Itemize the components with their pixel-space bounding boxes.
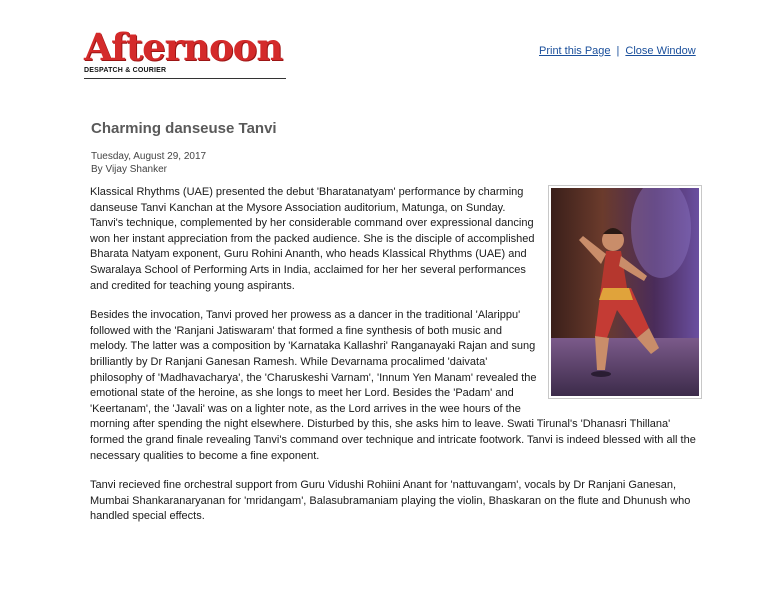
article-byline: By Vijay Shanker bbox=[91, 164, 167, 175]
article-meta bbox=[91, 150, 206, 176]
link-separator: | bbox=[616, 45, 620, 57]
logo-title: Afternoon bbox=[84, 25, 283, 69]
article-title: Charming danseuse Tanvi bbox=[91, 120, 277, 137]
article-paragraph-3: Tanvi recieved fine orchestral support from Guru Vidushi Rohiini Anant for 'nattuvangam', vocals by Dr Ranjani Ganesan, Mumbai Shankaranaryanan for 'mridangam', Balasubramaniam playing the violin, Bhaskaran on the flute and Dhunush who handled special effects. bbox=[90, 479, 691, 523]
article-paragraph-1: Klassical Rhythms (UAE) presented the debut 'Bharatanatyam' performance by charming danseuse Tanvi Kanchan at the Mysore Association auditorium, Matunga, on Sunday. Tanvi's technique, complemented by her considerable command over expressional dancing won her instant appreciation from the packed audience. She is the disciple of accomplished Bharata Natyam exponent, Guru Rohini Ananth, who heads Klassical Rhythms (UAE) and Swaralaya School of Performing Arts in India, acclaimed for her her several performances and credited for teaching young aspirants. bbox=[90, 186, 535, 292]
dancer-image bbox=[551, 188, 699, 396]
logo-subtitle: DESPATCH & COURIER bbox=[84, 67, 167, 74]
article-paragraph-2: Besides the invocation, Tanvi proved her prowess as a dancer in the traditional 'Alarippu' followed with the 'Ranjani Jatiswaram' that formed a fine synthesis of both music and melody. The latter was a composition by 'Karnataka Kallashri' Ranganayaki Rajan and sung brilliantly by Dr Ranjani Ganesan Ramesh. While Devarnama procalimed 'daivata' philosophy of 'Madhavacharya', the 'Charuskeshi Varnam', 'Innum Yen Manam' revealed the emotional state of the heroine, as she longs to meet her Lord. Besides the 'Padam' and 'Keertanam', the 'Javali' was on a lighter note, as the Lord arrives in the wee hours of the morning after spending the night elsewhere. Disturbed by this, she asks him to leave. Swati Tirunal's 'Dhanasri Thillana' formed the grand finale revealing Tanvi's command over technique and intricate footwork. Tanvi is indeed blessed with all the necessary qualities to become a fine exponent. bbox=[90, 309, 696, 462]
close-window-link[interactable]: Close Window bbox=[625, 45, 696, 57]
article-date: Tuesday, August 29, 2017 bbox=[91, 151, 207, 162]
article-body bbox=[90, 185, 702, 539]
masthead-logo bbox=[84, 25, 286, 82]
print-page-link[interactable]: Print this Page bbox=[539, 45, 611, 57]
dancer-photo bbox=[548, 185, 702, 399]
logo-divider bbox=[84, 78, 286, 79]
page-actions bbox=[539, 45, 696, 57]
